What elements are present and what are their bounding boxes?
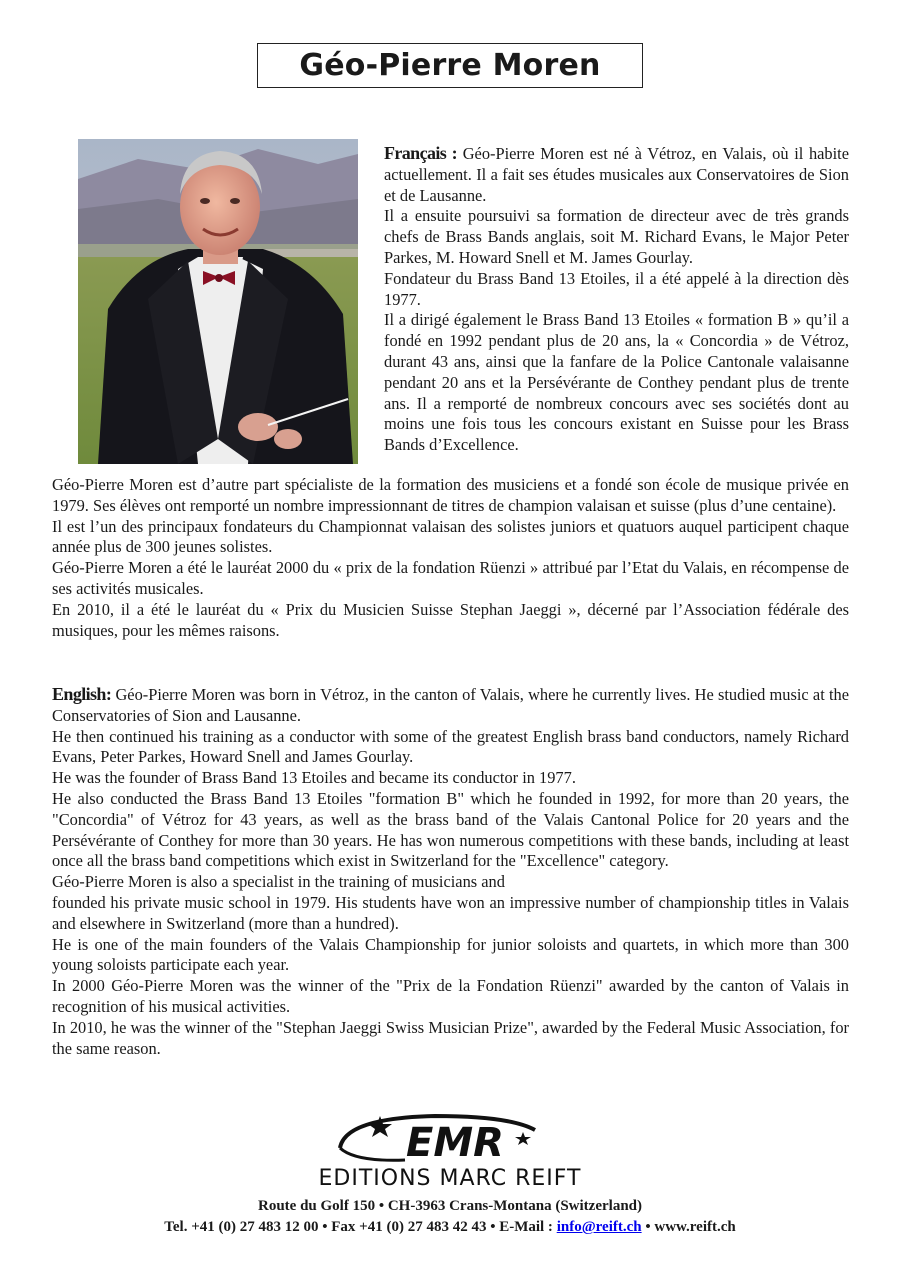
footer-contact-prefix: Tel. +41 (0) 27 483 12 00 • Fax +41 (0) 27 483 42 43 • E-Mail : [164, 1219, 557, 1235]
english-paragraph [52, 684, 849, 727]
emr-logo [285, 1110, 615, 1190]
french-paragraph: Géo-Pierre Moren a été le lauréat 2000 du « prix de la fondation Rüenzi » attribué par l’Etat du Valais, en récompense de ses activités musicales. [52, 558, 849, 598]
logo-name: EDITIONS MARC REIFT [318, 1166, 582, 1190]
english-paragraph: In 2010, he was the winner of the "Stephan Jaeggi Swiss Musician Prize", awarded by the Federal Music Association, for the same reason. [52, 1017, 849, 1058]
footer-address: Route du Golf 150 • CH-3963 Crans-Montana (Switzerland) [258, 1198, 642, 1214]
french-intro [384, 143, 849, 456]
page-title: Géo-Pierre Moren [299, 48, 601, 83]
footer-contact-suffix: • www.reift.ch [641, 1219, 736, 1235]
french-paragraph: Il est l’un des principaux fondateurs du Championnat valaisan des solistes juniors et quatuors auquel participent chaque année plus de 300 jeunes solistes. [52, 516, 849, 557]
english-body [52, 684, 849, 1059]
title-box [257, 43, 643, 88]
french-intro-text: Géo-Pierre Moren est né à Vétroz, en Valais, où il habite actuellement. Il a fait ses études musicales aux Conservatoires de Sion et de Lausanne. [384, 144, 849, 205]
french-intro-paragraph: Fondateur du Brass Band 13 Etoiles, il a été appelé à la direction dès 1977. [384, 268, 849, 309]
english-paragraph: founded his private music school in 1979. His students have won an impressive number of championship titles in Valais and elsewhere in Switzerland (more than a hundred). [52, 892, 849, 933]
logo-mark: EMR [406, 1120, 504, 1166]
emr-logo-graphic [285, 1110, 615, 1190]
french-lead: Français : [384, 143, 458, 163]
english-paragraph: In 2000 Géo-Pierre Moren was the winner of the "Prix de la Fondation Rüenzi" awarded by the canton of Valais in recognition of his musical activities. [52, 976, 849, 1016]
french-paragraph: Géo-Pierre Moren est d’autre part spécialiste de la formation des musiciens et a fondé son école de musique privée en 1979. Ses élèves ont remporté un nombre impressionnant de titres de champion valaisan et suisse (plus d’une centaine). [52, 475, 849, 515]
email-link[interactable]: info@reift.ch [556, 1219, 642, 1235]
english-paragraph: Géo-Pierre Moren is also a specialist in the training of musicians and [52, 872, 505, 892]
french-paragraph: En 2010, il a été le lauréat du « Prix du Musicien Suisse Stephan Jaeggi », décerné par l’Association fédérale des musiques, pour les mêmes raisons. [52, 599, 849, 640]
english-paragraph: He is one of the main founders of the Valais Championship for junior soloists and quartets, in which more than 300 young soloists participate each year. [52, 934, 849, 975]
french-intro-paragraph: Il a dirigé également le Brass Band 13 Etoiles « formation B » qu’il a fondé en 1992 pendant plus de 20 ans, la « Concordia » de Vétroz, durant 43 ans, ainsi que la fanfare de la Police Cantonale valaisanne pendant 20 ans et la Persévérante de Conthey pendant plus de trente ans. Il a remporté de nombreux concours avec ses sociétés dont au moins une fois tous les concours existant en Suisse pour les Brass Bands d’Excellence. [384, 310, 849, 455]
english-lead: English: [52, 684, 112, 704]
english-paragraph: He then continued his training as a conductor with some of the greatest English brass band conductors, namely Richard Evans, Peter Parkes, Howard Snell and James Gourlay. [52, 726, 849, 767]
english-paragraph: He was the founder of Brass Band 13 Etoiles and became its conductor in 1977. [52, 768, 576, 788]
french-intro-paragraph [384, 143, 849, 206]
french-intro-paragraph: Il a ensuite poursuivi sa formation de directeur avec de très grands chefs de Brass Bands anglais, soit M. Richard Evans, le Major Peter Parkes, M. Howard Snell et M. James Gourlay. [384, 206, 849, 267]
footer-contact [0, 1219, 900, 1236]
portrait-photo [78, 139, 358, 464]
english-first-text: Géo-Pierre Moren was born in Vétroz, in the canton of Valais, where he currently lives. He studied music at the Conservatories of Sion and Lausanne. [52, 685, 849, 725]
french-body [52, 475, 849, 641]
english-paragraph: He also conducted the Brass Band 13 Etoiles "formation B" which he founded in 1992, for more than 20 years, the "Concordia" of Vétroz for 43 years, as well as the brass band of the Valais Cantonal Police for 20 years and the Persévérante of Conthey for more than 30 years. He has won numerous competitions with these bands, including at least once all the brass band competitions which exist in Switzerland for the "Excellence" category. [52, 788, 849, 871]
portrait-image [78, 139, 358, 464]
